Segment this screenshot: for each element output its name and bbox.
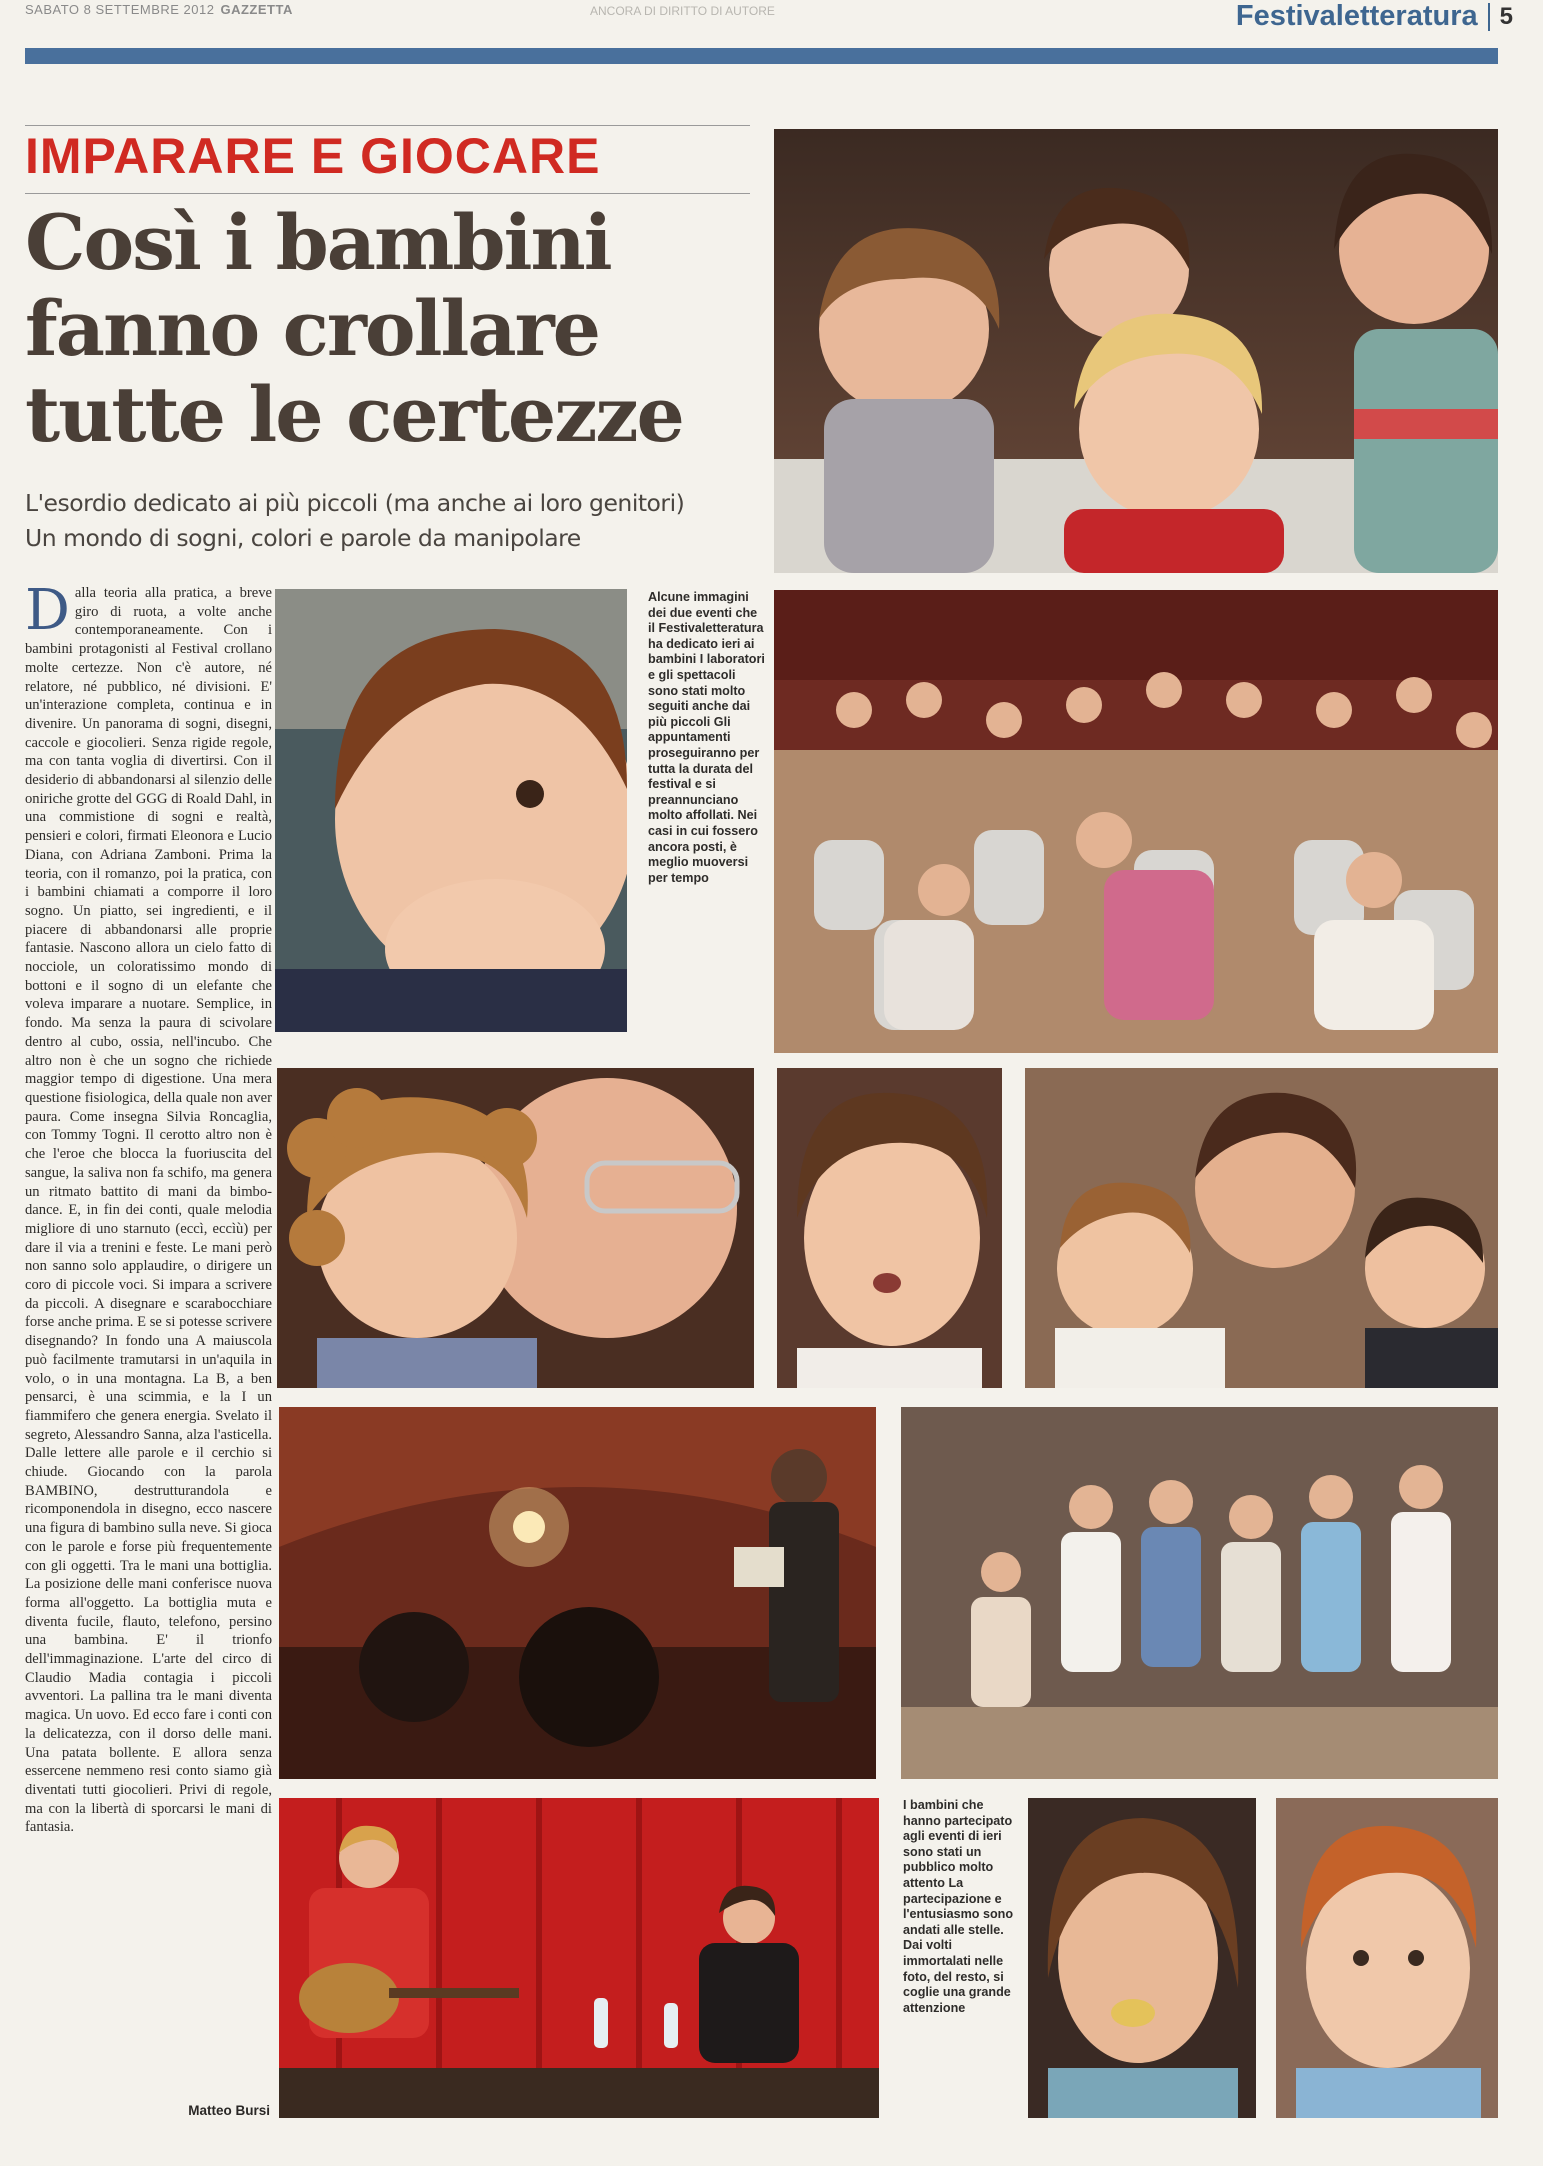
subhead-line: Un mondo di sogni, colori e parole da manipolare <box>25 524 581 552</box>
byline: Matteo Bursi <box>188 2103 270 2118</box>
rule <box>25 125 750 126</box>
boy-surprised-photo <box>777 1068 1002 1388</box>
mother-with-children-photo <box>1025 1068 1498 1388</box>
children-clapping-photo <box>774 129 1498 573</box>
top-color-bar <box>25 48 1498 64</box>
page-number: 5 <box>1499 2 1513 30</box>
rule <box>25 193 750 194</box>
children-group-standing-photo <box>901 1407 1498 1779</box>
curly-child-with-adult-photo <box>277 1068 754 1388</box>
header-date: SABATO 8 SETTEMBRE 2012 GAZZETTA <box>25 2 293 17</box>
article-body: Dalla teoria alla pratica, a breve giro di ruota, a volte anche contemporaneamente. Con i bambini protagonisti al Festival crollano molte certezze. Non c'è autore, né relatore, né pubblico, né divisioni. E' un'interazione completa, continua e in divenire. Un panorama di sogni, disegni, caccole e giocolieri. Senza rigide regole, ma con tanta voglia di divertirsi. Con il desiderio di abbandonarsi al silenzio delle oniriche grotte del GGG di Roald Dahl, in una commistione di sogni e realtà, pensieri e colori, firmati Eleonora e Lucio Diana, con Adriana Zamboni. Prima la teoria, con il romanzo, poi la pratica, con i bambini chiamati a comporre il loro sogno. Un piatto, sei ingredienti, e il piacere di abbandonarsi alle proprie fantasie. Nascono allora un cielo fatto di nocciole, un coloratissimo mondo di bottoni e il sogno di un elefante che voleva imparare a nuotare. Semplice, in fondo. Ma senza la paura di scivolare dentro al cubo, ossia, nell'incubo. Che altro non è che un sogno che richiede maggior tempo di digestione. Una mera questione fisiologica, della quale non aver paura. Come insegna Silvia Roncaglia, con Tommy Togni. Il cerotto altro non è che l'eroe che blocca la fuoriuscita del sangue, la saliva non fa schifo, ma genera un ritmato battito di mani da bimbo-dance. E, in fin dei conti, quale melodia migliore di uno starnuto (eccì, eccìù) per dare il via a trenini e feste. Le mani però non sanno solo applaudire, o dirigere un coro di piccole voci. Si impara a scrivere da piccoli. A disegnare e scarabocchiare forse anche prima. E se si potesse scrivere disegnando? In fondo una A maiuscola può facilmente tramutarsi in un'aquila in volo, o in una montagna. La B, a ben pensarci, è una scimmia, e la I un fiammifero che genera energia. Svelato il segreto, Alessandro Sanna, alza l'asticella. Dalle lettere alle parole e il cerchio si chiude. Giocando con la parola BAMBINO, destrutturandola e ricomponendola in disegno, ecco nascere una figura di bambino sulla neve. Si gioca con le parole e forse più frequentemente con gli oggetti. Tra le mani una bottiglia. La posizione delle mani conferisce nuova forma all'oggetto. La bottiglia muta e diventa fucile, flauto, telefono, persino una bambina. E' il trionfo dell'immaginazione. L'arte del circo di Claudio Madia contagia i piccoli avventori. La pallina tra le mani diventa magica. Un uovo. Ed ecco fare i conti con la delicatezza, con il dorso delle mani. Una patata bollente. E allora senza essercene nemmeno resi conto siamo già diventati tutti giocolieri. Privi di regole, ma con la libertà di sporcarsi le mani di fantasia. <box>25 578 272 1836</box>
brick-cellar-reading-photo <box>279 1407 876 1779</box>
paper-name: GAZZETTA <box>220 2 293 17</box>
photo-caption: Alcune immagini dei due eventi che il Festivaletteratura ha dedicato ieri ai bambini I laboratori e gli spettacoli sono stati molto seguiti anche dai più piccoli Gli appuntamenti proseguiranno per tutta la durata del festival e si preannunciano molto affollati. Nei casi in cui fossero ancora posti, è meglio muoversi per tempo <box>648 590 765 885</box>
section-name: Festivaletteratura <box>1235 0 1478 32</box>
toddler-closeup-photo <box>275 589 627 1032</box>
headline: Così i bambini fanno crollare tutte le certezze <box>25 198 683 459</box>
guitarist-on-stage-photo <box>279 1798 879 2118</box>
girl-with-pacifier-photo <box>1028 1798 1256 2118</box>
photo-caption: I bambini che hanno partecipato agli eventi di ieri sono stati un pubblico molto attento La partecipazione e l'entusiasmo sono andati alle stelle. Dai volti immortalati nelle foto, del resto, si coglie una grande attenzione <box>903 1798 1014 2015</box>
subheadline <box>25 486 760 556</box>
header-note: ANCORA DI DIRITTO DI AUTORE <box>590 4 775 18</box>
subhead-line: L'esordio dedicato ai più piccoli (ma anche ai loro genitori) <box>25 489 685 517</box>
section-header <box>1236 0 1513 33</box>
header-divider <box>1488 3 1490 31</box>
kicker: IMPARARE E GIOCARE <box>25 128 601 184</box>
red-haired-boy-photo <box>1276 1798 1498 2118</box>
audience-hall-photo <box>774 590 1498 1053</box>
